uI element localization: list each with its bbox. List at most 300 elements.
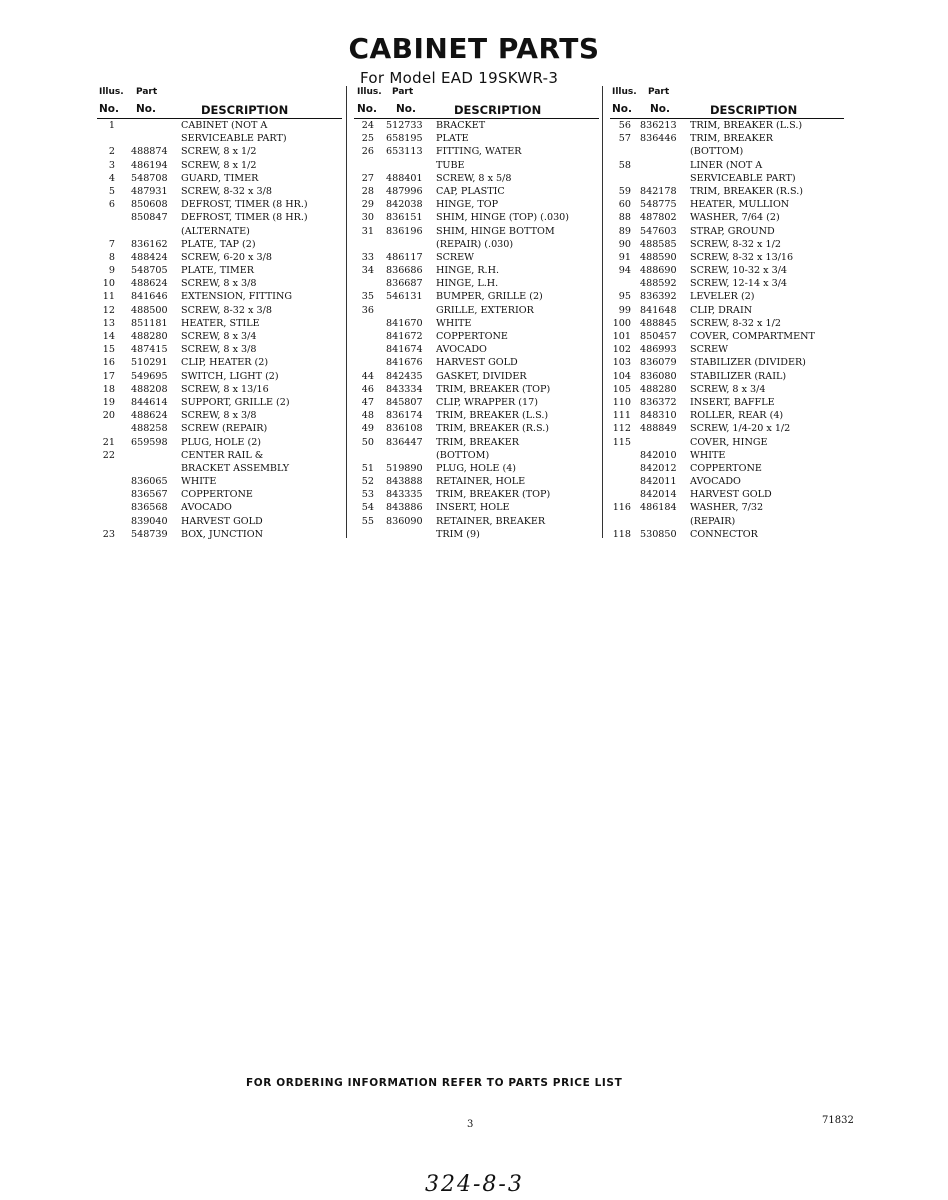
part-number: 836446 (640, 133, 677, 145)
part-number: 836687 (386, 278, 423, 290)
parts-row (610, 186, 844, 199)
part-description: SCREW, 8 x 3/8 (181, 278, 257, 290)
part-number: 836079 (640, 357, 677, 369)
part-header: Part (648, 87, 670, 97)
illus-number: 22 (102, 449, 115, 461)
illus-number: 25 (361, 133, 374, 145)
part-number: 842014 (640, 489, 677, 501)
part-number: 549695 (131, 370, 168, 382)
part-description: COPPERTONE (436, 331, 508, 342)
part-number: 845807 (386, 396, 423, 408)
illus-number: 111 (612, 410, 631, 422)
part-description: HEATER, MULLION (690, 199, 790, 211)
part-number: 548708 (131, 172, 168, 184)
part-number: 653113 (386, 146, 423, 158)
parts-row (97, 450, 342, 463)
part-description: SCREW, 1/4-20 x 1/2 (690, 423, 791, 435)
part-description: TRIM, BREAKER (TOP) (436, 383, 551, 395)
part-description: SCREW (REPAIR) (181, 423, 268, 435)
illus-number: 1 (108, 120, 115, 131)
part-no-header: No. (136, 103, 156, 115)
part-number: 510291 (131, 357, 168, 369)
part-number: 850457 (640, 331, 677, 342)
part-number: 488280 (640, 383, 677, 395)
part-number: 659598 (131, 436, 168, 448)
part-number: 488874 (131, 146, 168, 158)
part-number: 843334 (386, 383, 423, 395)
illus-number: 28 (361, 185, 374, 197)
parts-row (610, 265, 844, 278)
part-number: 487996 (386, 185, 423, 197)
illus-number: 58 (618, 159, 631, 171)
part-description: INSERT, BAFFLE (690, 396, 775, 408)
part-description: STRAP, GROUND (690, 225, 775, 237)
illus-header: Illus. (99, 87, 124, 97)
part-description: SCREW, 8-32 x 3/8 (181, 304, 272, 316)
parts-row (610, 199, 844, 212)
part-description: TRIM, BREAKER (436, 436, 519, 448)
illus-number: 104 (612, 370, 631, 382)
part-description: (BOTTOM) (436, 449, 490, 461)
part-description: HARVEST GOLD (436, 357, 518, 369)
part-number: 841646 (131, 291, 168, 303)
part-description: SCREW, 8-32 x 13/16 (690, 251, 794, 263)
description-header: DESCRIPTION (454, 103, 542, 117)
part-description: (REPAIR) (690, 515, 736, 527)
part-number: 850608 (131, 199, 168, 211)
illus-number: 53 (361, 489, 374, 501)
illus-number: 23 (102, 528, 115, 540)
part-description: TRIM, BREAKER (R.S.) (436, 423, 550, 435)
part-number: 848310 (640, 410, 677, 422)
part-description: SCREW, 8-32 x 1/2 (690, 317, 781, 329)
part-number: 839040 (131, 515, 168, 527)
part-number: 486993 (640, 344, 677, 356)
part-description: SCREW, 8 x 3/4 (690, 383, 766, 395)
parts-row (97, 120, 342, 133)
illus-number: 90 (618, 238, 631, 250)
part-description: PLATE, TIMER (181, 265, 254, 277)
illus-number: 105 (612, 383, 631, 395)
parts-row (97, 410, 342, 423)
part-description: SCREW, 8 x 1/2 (181, 146, 257, 158)
part-description: AVOCADO (690, 476, 741, 488)
part-description: TRIM (9) (436, 528, 480, 540)
part-description: BUMPER, GRILLE (2) (436, 291, 543, 303)
part-description: SCREW, 6-20 x 3/8 (181, 251, 272, 263)
part-number: 843335 (386, 489, 423, 501)
part-no-header: No. (396, 103, 416, 115)
illus-header: Illus. (612, 87, 637, 97)
part-description: TRIM, BREAKER (TOP) (436, 489, 551, 501)
part-description: BOX, JUNCTION (181, 528, 263, 540)
illus-number: 46 (361, 383, 374, 395)
illus-number: 9 (108, 265, 115, 277)
part-header: Part (392, 87, 414, 97)
illus-number: 102 (612, 344, 631, 356)
part-description: TUBE (436, 159, 465, 171)
parts-row (354, 173, 599, 186)
parts-row (610, 212, 844, 225)
parts-row (354, 160, 599, 173)
parts-row (354, 226, 599, 239)
parts-row (97, 252, 342, 265)
part-description: WHITE (181, 476, 217, 488)
part-description: RETAINER, HOLE (436, 476, 526, 488)
illus-number: 15 (102, 344, 115, 356)
illus-number: 35 (361, 291, 374, 303)
illus-number: 60 (618, 199, 631, 211)
part-description: EXTENSION, FITTING (181, 291, 293, 303)
parts-list (354, 120, 599, 542)
part-number: 836080 (640, 370, 677, 382)
part-number: 488624 (131, 278, 168, 290)
part-number: 836372 (640, 396, 677, 408)
illus-number: 33 (361, 251, 374, 263)
parts-list (97, 120, 342, 542)
parts-row (354, 120, 599, 133)
illus-number: 51 (361, 462, 374, 474)
parts-row (97, 160, 342, 173)
parts-column-1 (97, 82, 342, 542)
part-number: 836567 (131, 489, 168, 501)
part-number: 836213 (640, 120, 677, 131)
parts-row (354, 199, 599, 212)
illus-number: 59 (618, 185, 631, 197)
part-no-header: No. (650, 103, 670, 115)
parts-row (97, 423, 342, 436)
part-number: 841648 (640, 304, 677, 316)
part-description: CAP, PLASTIC (436, 185, 505, 197)
illus-number: 10 (102, 278, 115, 290)
illus-number: 50 (361, 436, 374, 448)
parts-row (97, 239, 342, 252)
illus-number: 56 (618, 120, 631, 131)
parts-row (610, 239, 844, 252)
illus-number: 34 (361, 265, 374, 277)
parts-row (97, 173, 342, 186)
part-description: LEVELER (2) (690, 291, 755, 303)
description-header: DESCRIPTION (710, 103, 798, 117)
parts-row (97, 186, 342, 199)
parts-row (354, 410, 599, 423)
part-number: 548775 (640, 199, 677, 211)
part-description: GRILLE, EXTERIOR (436, 304, 534, 316)
part-description: SCREW, 8 x 5/8 (436, 172, 512, 184)
part-number: 488849 (640, 423, 677, 435)
part-description: CONNECTOR (690, 528, 758, 540)
part-description: SERVICEABLE PART) (181, 133, 287, 145)
parts-row (610, 318, 844, 331)
description-header: DESCRIPTION (201, 103, 289, 117)
part-description: TRIM, BREAKER (R.S.) (690, 185, 804, 197)
illus-header: Illus. (357, 87, 382, 97)
parts-row (354, 331, 599, 344)
header-rule (610, 118, 844, 119)
illus-number: 48 (361, 410, 374, 422)
part-description: SCREW, 12-14 x 3/4 (690, 278, 788, 290)
part-description: COPPERTONE (181, 489, 253, 501)
parts-row (354, 212, 599, 225)
parts-row (354, 502, 599, 515)
parts-row (97, 502, 342, 515)
parts-row (97, 199, 342, 212)
part-description: COVER, COMPARTMENT (690, 331, 815, 342)
part-number: 836392 (640, 291, 677, 303)
part-number: 851181 (131, 317, 168, 329)
illus-number: 8 (108, 251, 115, 263)
parts-row (610, 529, 844, 542)
illus-number: 100 (612, 317, 631, 329)
parts-row (97, 516, 342, 529)
part-number: 530850 (640, 528, 677, 540)
parts-row (354, 146, 599, 159)
page-number: 3 (467, 1119, 474, 1130)
part-description: TRIM, BREAKER (L.S.) (436, 410, 549, 422)
parts-row (97, 489, 342, 502)
illus-number: 88 (618, 212, 631, 224)
illus-number: 52 (361, 476, 374, 488)
illus-number: 89 (618, 225, 631, 237)
illus-number: 29 (361, 199, 374, 211)
part-number: 836162 (131, 238, 168, 250)
parts-row (610, 146, 844, 159)
part-number: 487802 (640, 212, 677, 224)
part-description: CENTER RAIL & (181, 449, 264, 461)
illus-number: 19 (102, 396, 115, 408)
part-description: WHITE (690, 449, 726, 461)
part-number: 836196 (386, 225, 423, 237)
parts-row (97, 397, 342, 410)
part-number: 519890 (386, 462, 423, 474)
illus-number: 14 (102, 331, 115, 342)
illus-number: 49 (361, 423, 374, 435)
parts-row (97, 318, 342, 331)
part-description: FITTING, WATER (436, 146, 522, 158)
parts-row (354, 397, 599, 410)
illus-number: 18 (102, 383, 115, 395)
part-description: CABINET (NOT A (181, 120, 268, 131)
part-description: HINGE, L.H. (436, 278, 499, 290)
illus-number: 118 (612, 528, 631, 540)
parts-row (97, 133, 342, 146)
parts-row (610, 437, 844, 450)
illus-no-header: No. (357, 103, 377, 115)
part-description: CLIP, HEATER (2) (181, 357, 269, 369)
parts-row (354, 305, 599, 318)
part-description: STABILIZER (RAIL) (690, 370, 787, 382)
part-description: AVOCADO (436, 344, 487, 356)
part-description: TRIM, BREAKER (690, 133, 773, 145)
part-number: 488208 (131, 383, 168, 395)
parts-column-2 (354, 82, 599, 542)
part-number: 842038 (386, 199, 423, 211)
part-number: 488690 (640, 265, 677, 277)
part-description: SCREW (436, 251, 475, 263)
illus-number: 27 (361, 172, 374, 184)
parts-row (354, 516, 599, 529)
part-description: PLATE (436, 133, 469, 145)
part-description: SCREW, 8 x 3/8 (181, 410, 257, 422)
illus-number: 3 (108, 159, 115, 171)
part-description: (REPAIR) (.030) (436, 238, 514, 250)
part-number: 844614 (131, 396, 168, 408)
parts-row (354, 476, 599, 489)
part-description: SHIM, HINGE BOTTOM (436, 225, 555, 237)
illus-number: 20 (102, 410, 115, 422)
part-number: 842011 (640, 476, 677, 488)
parts-column-3 (610, 82, 844, 542)
parts-row (354, 489, 599, 502)
parts-list (610, 120, 844, 542)
parts-row (354, 463, 599, 476)
parts-row (354, 186, 599, 199)
part-description: SCREW, 8 x 3/8 (181, 344, 257, 356)
parts-row (610, 371, 844, 384)
part-description: SERVICEABLE PART) (690, 172, 796, 184)
part-description: WASHER, 7/32 (690, 502, 764, 514)
illus-number: 7 (108, 238, 115, 250)
part-description: GASKET, DIVIDER (436, 370, 527, 382)
parts-row (354, 344, 599, 357)
ordering-info-note: FOR ORDERING INFORMATION REFER TO PARTS PRICE LIST (246, 1077, 623, 1089)
parts-row (97, 265, 342, 278)
part-description: DEFROST, TIMER (8 HR.) (181, 199, 308, 211)
parts-row (97, 463, 342, 476)
part-number: 488280 (131, 331, 168, 342)
parts-row (354, 278, 599, 291)
part-number: 843886 (386, 502, 423, 514)
part-number: 488585 (640, 238, 677, 250)
parts-row (97, 291, 342, 304)
part-description: WASHER, 7/64 (2) (690, 212, 780, 224)
illus-number: 36 (361, 304, 374, 316)
illus-number: 21 (102, 436, 115, 448)
part-description: HEATER, STILE (181, 317, 260, 329)
parts-row (97, 212, 342, 225)
part-description: BRACKET (436, 120, 486, 131)
part-description: (BOTTOM) (690, 146, 744, 158)
part-number: 836568 (131, 502, 168, 514)
illus-number: 91 (618, 251, 631, 263)
part-number: 836065 (131, 476, 168, 488)
part-number: 488590 (640, 251, 677, 263)
part-description: CLIP, DRAIN (690, 304, 753, 316)
part-number: 836447 (386, 436, 423, 448)
column-divider (346, 86, 347, 538)
illus-number: 30 (361, 212, 374, 224)
illus-number: 115 (612, 436, 631, 448)
illus-number: 101 (612, 331, 631, 342)
part-description: HINGE, TOP (436, 199, 499, 211)
parts-row (610, 476, 844, 489)
part-number: 836108 (386, 423, 423, 435)
parts-row (97, 437, 342, 450)
part-description: SCREW, 8-32 x 1/2 (690, 238, 781, 250)
illus-number: 54 (361, 502, 374, 514)
part-number: 842010 (640, 449, 677, 461)
column-header (610, 82, 844, 120)
part-description: AVOCADO (181, 502, 232, 514)
part-number: 548705 (131, 265, 168, 277)
illus-number: 26 (361, 146, 374, 158)
column-header (354, 82, 599, 120)
part-number: 488845 (640, 317, 677, 329)
part-description: LINER (NOT A (690, 159, 763, 171)
illus-number: 110 (612, 396, 631, 408)
part-description: SUPPORT, GRILLE (2) (181, 396, 290, 408)
parts-row (610, 397, 844, 410)
parts-row (610, 344, 844, 357)
parts-row (610, 120, 844, 133)
part-number: 488592 (640, 278, 677, 290)
part-description: PLATE, TAP (2) (181, 238, 256, 250)
parts-row (610, 410, 844, 423)
part-number: 512733 (386, 120, 423, 131)
parts-row (354, 384, 599, 397)
parts-row (610, 489, 844, 502)
parts-row (97, 305, 342, 318)
part-description: STABILIZER (DIVIDER) (690, 357, 806, 369)
parts-row (354, 265, 599, 278)
parts-row (97, 146, 342, 159)
part-number: 850847 (131, 212, 168, 224)
parts-row (354, 357, 599, 370)
part-description: (ALTERNATE) (181, 225, 250, 237)
part-number: 488500 (131, 304, 168, 316)
parts-row (610, 502, 844, 515)
parts-row (354, 423, 599, 436)
part-description: SCREW, 8 x 3/4 (181, 331, 257, 342)
illus-number: 94 (618, 265, 631, 277)
illus-number: 57 (618, 133, 631, 145)
illus-no-header: No. (612, 103, 632, 115)
parts-row (610, 384, 844, 397)
parts-row (610, 160, 844, 173)
illus-number: 12 (102, 304, 115, 316)
parts-row (97, 371, 342, 384)
parts-row (354, 133, 599, 146)
parts-row (610, 252, 844, 265)
part-number: 487415 (131, 344, 168, 356)
part-number: 658195 (386, 133, 423, 145)
illus-number: 6 (108, 199, 115, 211)
illus-number: 116 (612, 502, 631, 514)
parts-row (610, 463, 844, 476)
part-number: 836174 (386, 410, 423, 422)
part-number: 841674 (386, 344, 423, 356)
part-description: SHIM, HINGE (TOP) (.030) (436, 212, 570, 224)
part-description: SCREW, 8 x 13/16 (181, 383, 269, 395)
part-number: 548739 (131, 528, 168, 540)
parts-row (354, 371, 599, 384)
handwritten-note: 324-8-3 (425, 1172, 524, 1197)
part-number: 843888 (386, 476, 423, 488)
illus-number: 4 (108, 172, 115, 184)
part-number: 488401 (386, 172, 423, 184)
model-subtitle: For Model EAD 19SKWR-3 (360, 69, 559, 87)
parts-row (97, 384, 342, 397)
part-description: COPPERTONE (690, 462, 762, 474)
parts-row (97, 476, 342, 489)
parts-row (610, 133, 844, 146)
part-description: BRACKET ASSEMBLY (181, 462, 290, 474)
illus-number: 2 (108, 146, 115, 158)
parts-row (610, 450, 844, 463)
illus-number: 24 (361, 120, 374, 131)
part-number: 841676 (386, 357, 423, 369)
header-rule (354, 118, 599, 119)
